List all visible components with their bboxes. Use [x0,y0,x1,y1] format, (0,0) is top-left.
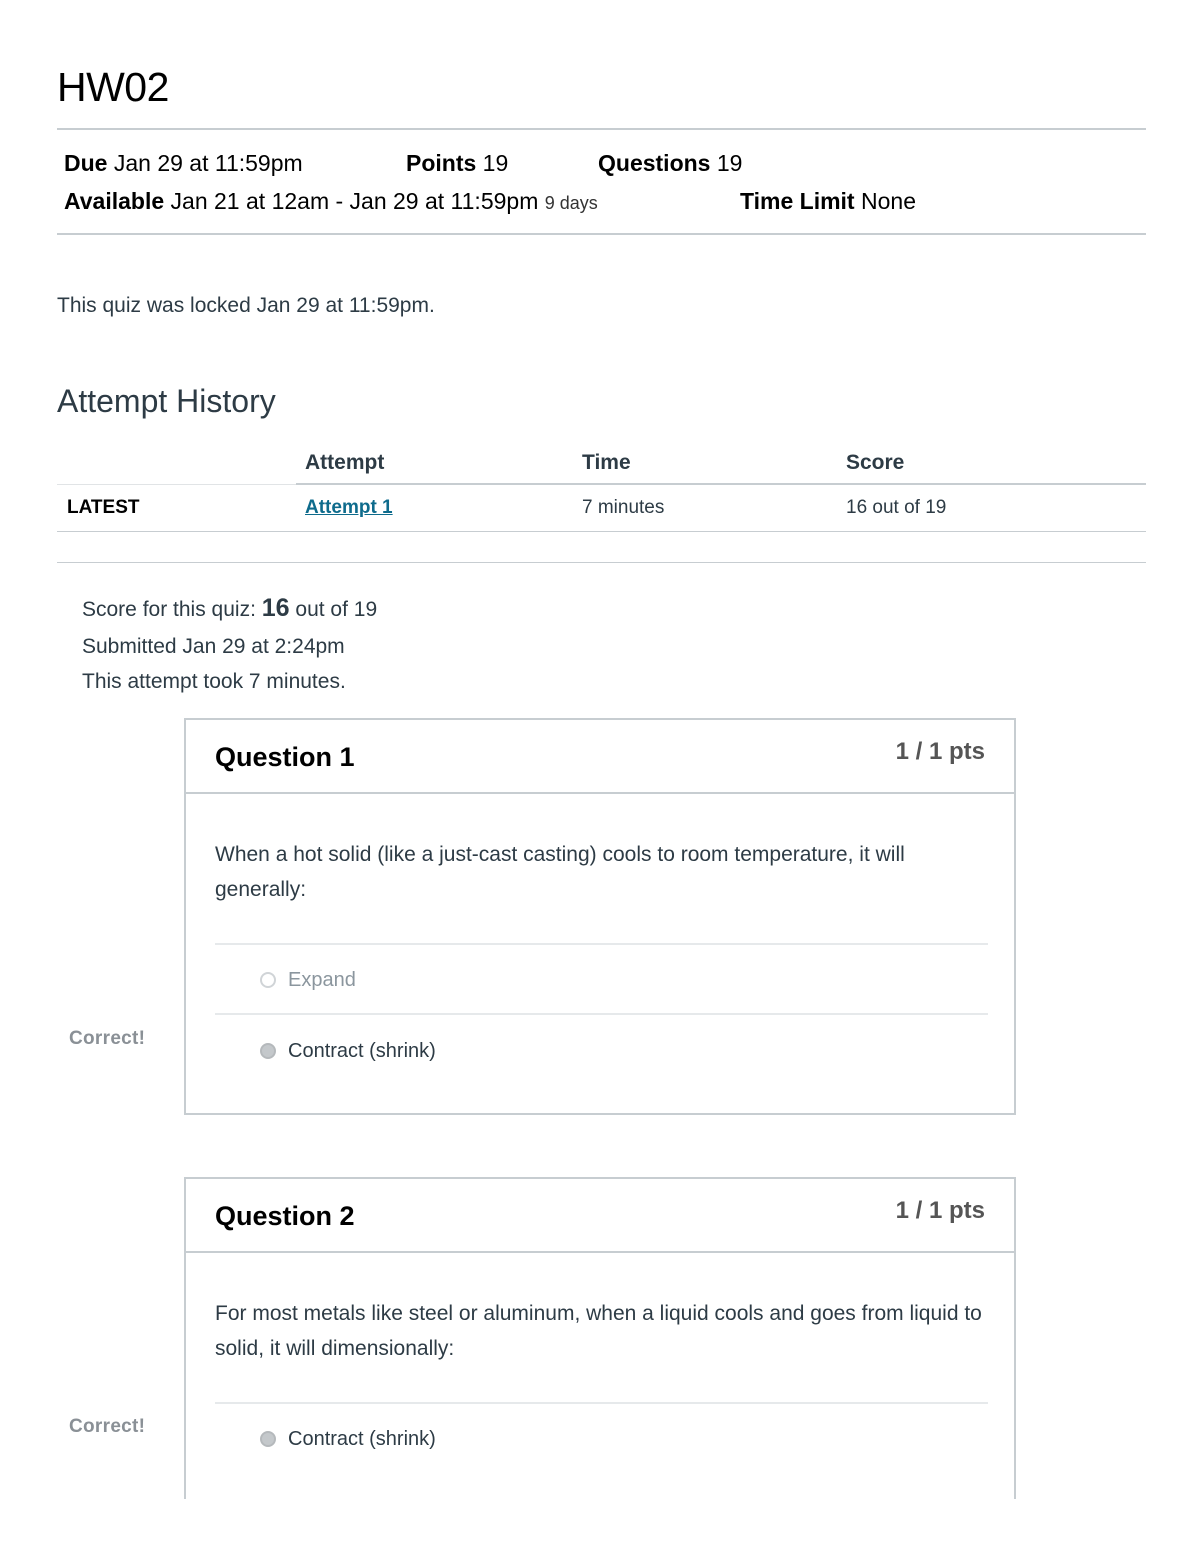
time-limit-value: None [861,188,916,214]
time-cell: 7 minutes [582,497,665,518]
answer-label: Contract (shrink) [288,1040,436,1062]
question-1-card [184,718,1016,1115]
attempt-1-link[interactable]: Attempt 1 [305,497,393,518]
question-points: 1 / 1 pts [895,1197,985,1224]
score-suffix: out of 19 [295,598,378,621]
points-info [406,150,508,177]
attempt-duration: This attempt took 7 minutes. [82,670,346,693]
available-info [64,188,598,215]
score-value: 16 [261,594,290,622]
latest-tag: LATEST [67,497,140,518]
page-title: HW02 [57,64,169,110]
answer-label: Contract (shrink) [288,1428,436,1450]
available-value: Jan 21 at 12am - Jan 29 at 11:59pm [170,188,539,214]
due-label: Due [64,150,108,176]
radio-unselected-icon [260,972,276,988]
column-header-attempt: Attempt [305,451,385,474]
questions-label: Questions [598,150,711,176]
question-header [186,1179,1014,1253]
attempt-cell [305,497,393,519]
column-header-time: Time [582,451,631,474]
answer-divider [215,1402,988,1404]
table-row-divider [57,531,1146,532]
section-divider [57,562,1146,563]
due-value: Jan 29 at 11:59pm [113,150,303,176]
radio-selected-icon [260,1043,276,1059]
points-label: Points [406,150,477,176]
locked-message: This quiz was locked Jan 29 at 11:59pm. [57,294,435,317]
quiz-score-summary [82,594,377,623]
questions-value: 19 [716,150,743,176]
answer-option-selected[interactable] [260,1428,436,1451]
table-header-divider [296,483,1146,485]
available-duration: 9 days [544,193,598,213]
points-value: 19 [482,150,509,176]
attempt-history-heading: Attempt History [57,383,276,419]
question-text: For most metals like steel or aluminum, when a liquid cools and goes from liquid to solid, it will dimensionally: [215,1302,982,1360]
score-cell: 16 out of 19 [846,497,947,518]
question-text: When a hot solid (like a just-cast casting) cools to room temperature, it will generally: [215,843,905,901]
available-label: Available [64,188,165,214]
time-limit-label: Time Limit [740,188,855,214]
questions-info [598,150,742,177]
question-2-card [184,1177,1016,1499]
answer-divider [215,943,988,945]
correct-answer-flag: Correct! [69,1028,146,1049]
question-header [186,720,1014,794]
answer-option[interactable] [260,969,356,992]
answer-divider [215,1013,988,1015]
correct-answer-flag: Correct! [69,1416,146,1437]
table-header-divider-left [57,484,296,485]
score-prefix: Score for this quiz: [82,598,256,621]
answer-label: Expand [288,969,356,991]
question-points: 1 / 1 pts [895,738,985,765]
column-header-score: Score [846,451,905,474]
due-info [64,150,303,177]
radio-selected-icon [260,1431,276,1447]
submitted-time: Submitted Jan 29 at 2:24pm [82,635,345,658]
meta-divider [57,233,1146,235]
time-limit-info [740,188,916,215]
header-divider [57,128,1146,130]
question-title: Question 2 [215,1201,355,1231]
answer-option-selected[interactable] [260,1040,436,1063]
question-title: Question 1 [215,742,355,772]
